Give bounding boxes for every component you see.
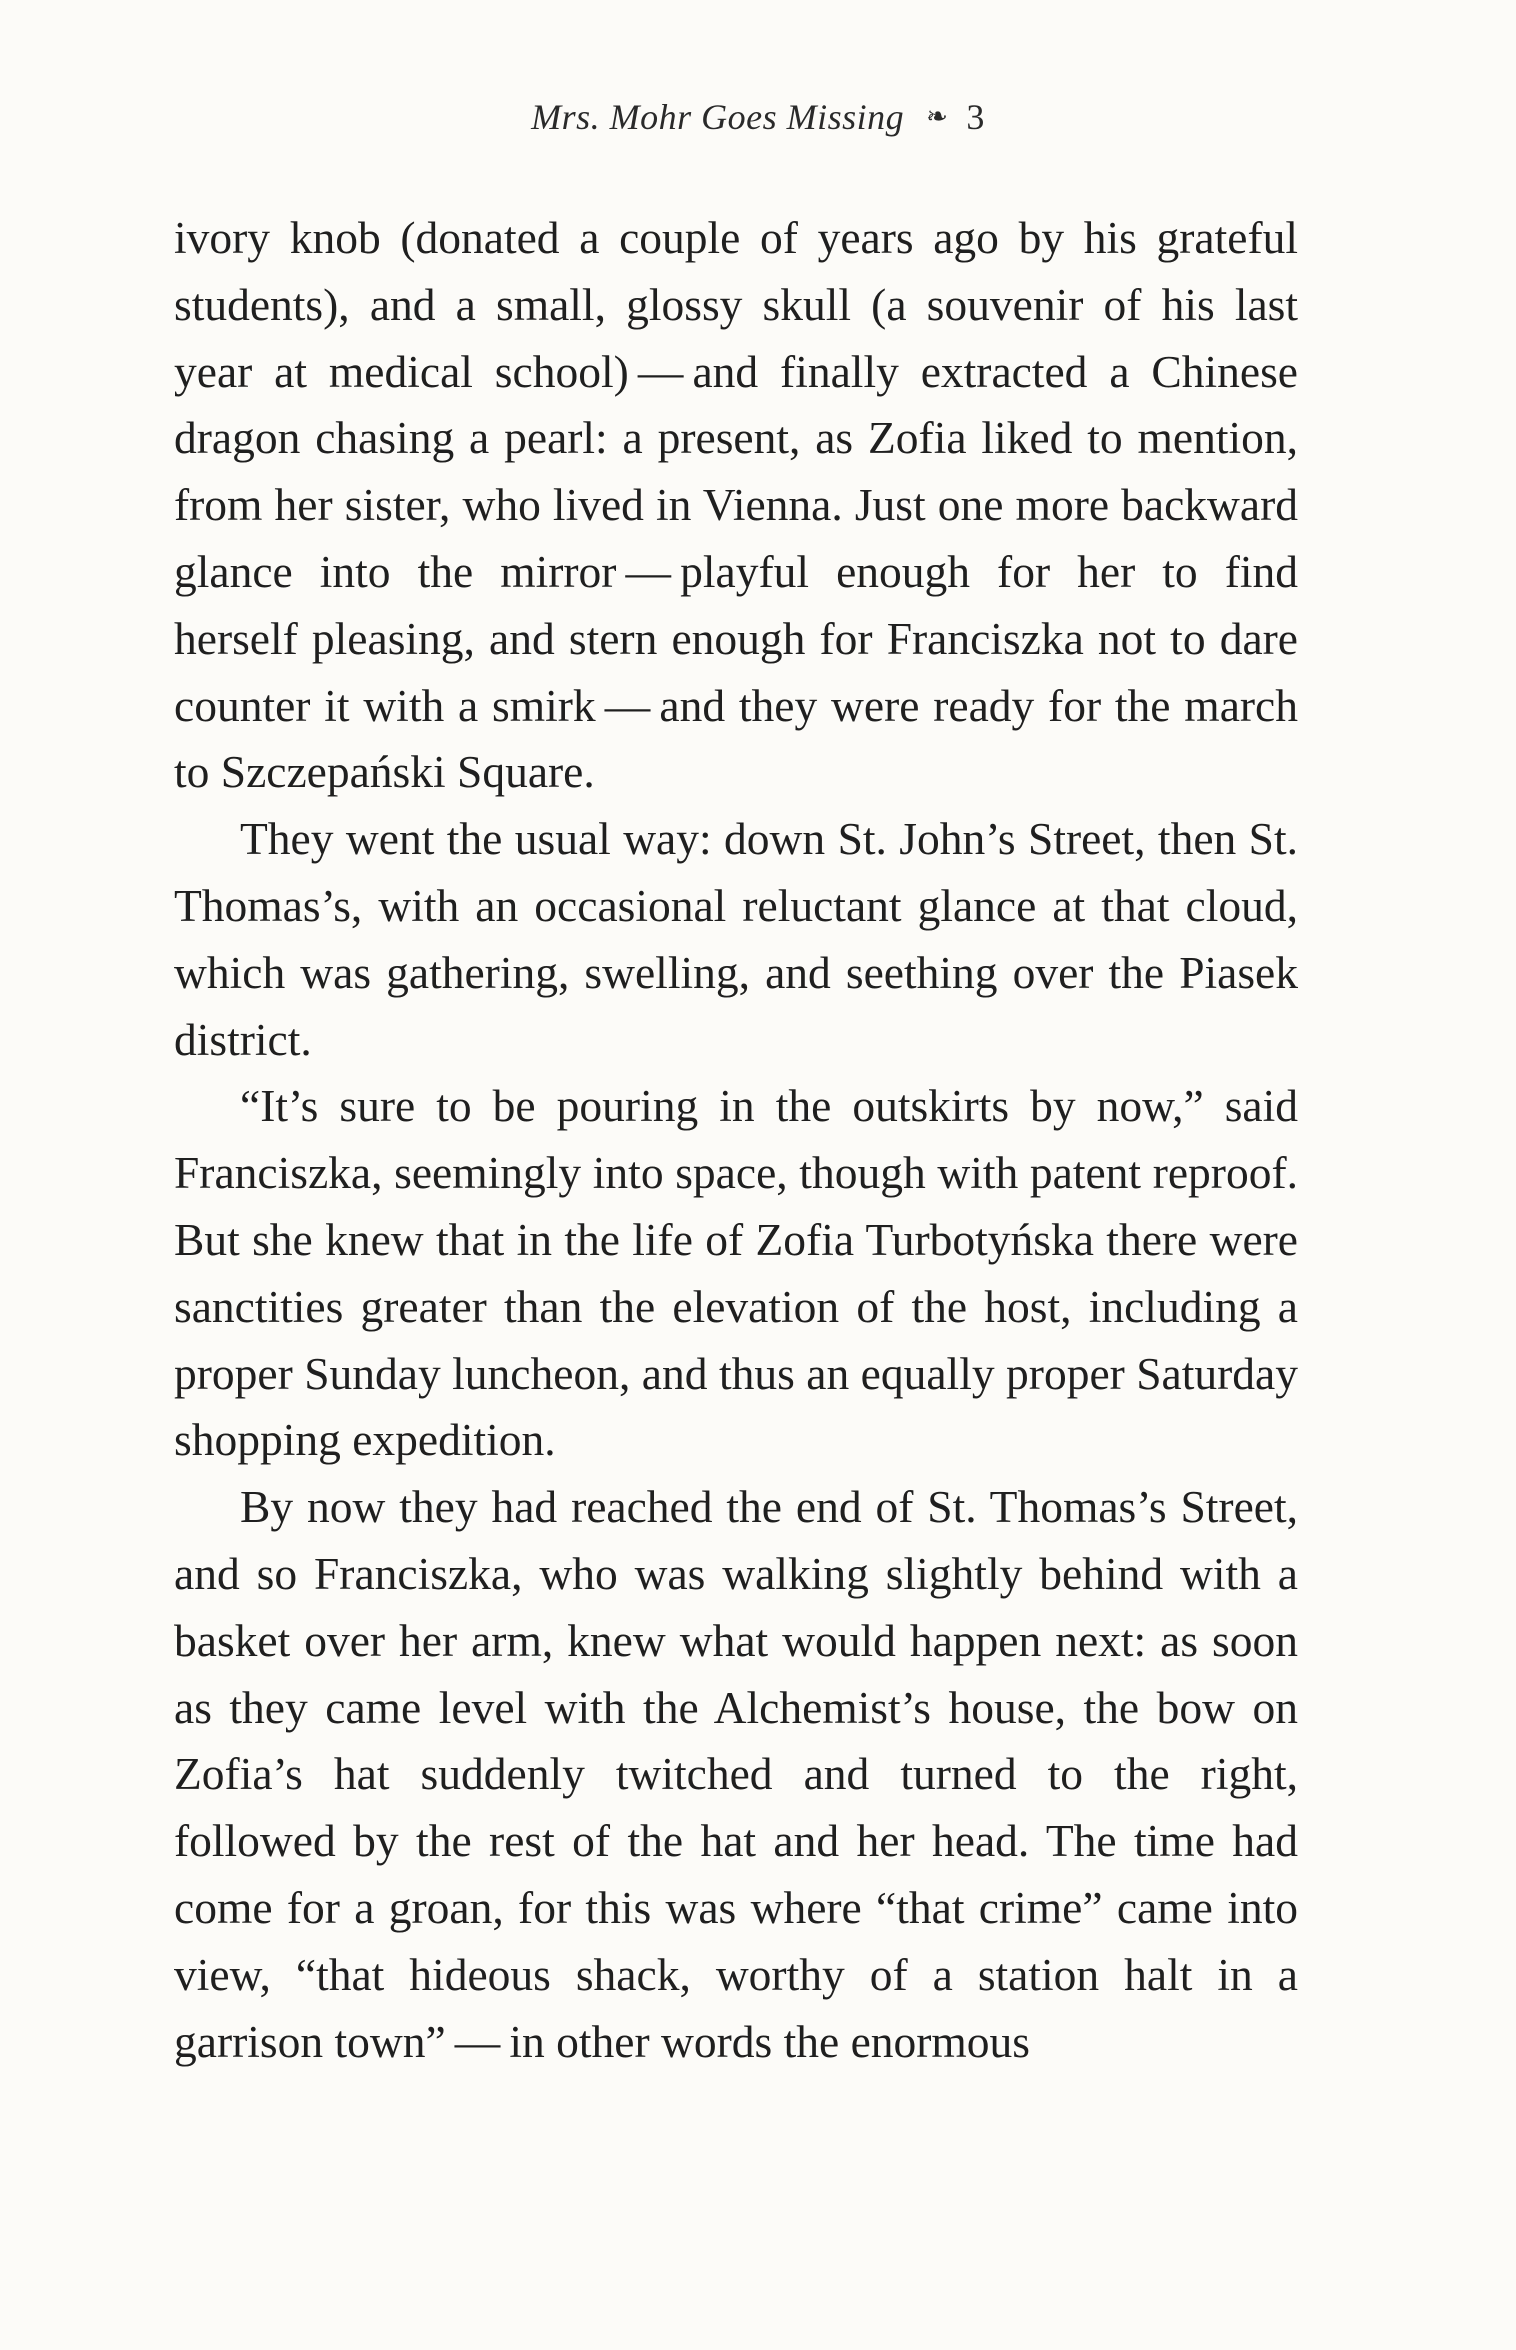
running-title: Mrs. Mohr Goes Missing (531, 97, 905, 137)
paragraph: ivory knob (donated a couple of years ago by his grateful students), and a small, glossy skull (a souvenir of his last year at medical school) — and finally extracted a Chinese dragon chasing a pearl: a present, as Zofia liked to mention, from her sister, who lived in Vienna. Just one more backward glance into the mirror — playful enough for her to find herself pleasing, and stern enough for Franciszka not to dare counter it with a smirk — and they were ready for the march to Szczepański Square. (174, 212, 1298, 798)
paragraph: By now they had reached the end of St. Thomas’s Street, and so Franciszka, who was walking slightly behind with a basket over her arm, knew what would happen next: as soon as they came level with the Alchemist’s house, the bow on Zofia’s hat suddenly twitched and turned to the right, followed by the rest of the hat and her head. The time had come for a groan, for this was where “that crime” came into view, “that hideous shack, worthy of a station halt in a garrison town” — in other words the enormous (174, 1481, 1298, 2067)
running-header (0, 96, 1516, 138)
paragraph: “It’s sure to be pouring in the outskirts by now,” said Franciszka, seemingly into space, though with patent reproof. But she knew that in the life of Zofia Turbotyńska there were sanctities greater than the elevation of the host, including a proper Sunday luncheon, and thus an equally proper Saturday shopping expedition. (174, 1080, 1298, 1466)
body-text (174, 205, 1298, 2075)
paragraph: They went the usual way: down St. John’s Street, then St. Thomas’s, with an occasional reluctant glance at that cloud, which was gathering, swelling, and seething over the Piasek district. (174, 813, 1298, 1065)
ornament-icon: ❧ (926, 102, 949, 131)
page-number: 3 (966, 97, 985, 137)
